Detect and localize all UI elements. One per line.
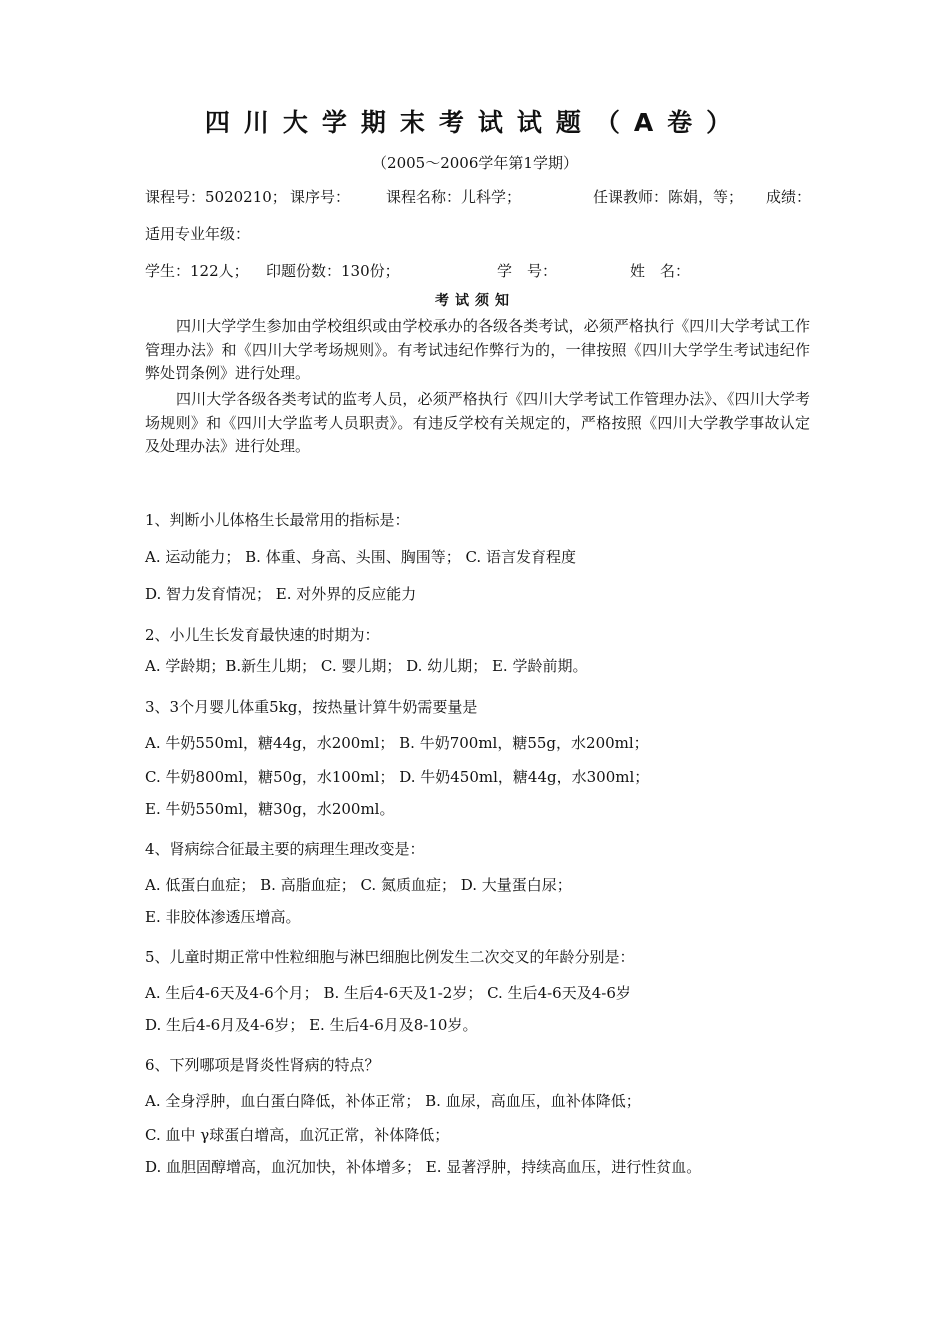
course-name: 课程名称：儿科学； (386, 188, 522, 206)
question-5-options: A. 生后4-6天及4-6个月； B. 生后4-6天及1-2岁； C. 生后4-6天及4-6岁 (145, 984, 631, 1002)
teacher: 任课教师：陈娟，等； (593, 188, 744, 206)
question-4-options: A. 低蛋白血症； B. 高脂血症； C. 氮质血症； D. 大量蛋白尿； (145, 876, 572, 894)
exam-title: 四川大学期末考试试题（A卷） (204, 108, 746, 137)
question-2-options: A. 学龄期；B.新生儿期； C. 婴儿期； D. 幼儿期； E. 学龄前期。 (145, 657, 588, 675)
question-2-stem: 2、小儿生长发育最快速的时期为： (145, 626, 380, 644)
question-6-options: A. 全身浮肿，血白蛋白降低，补体正常； B. 血尿，高血压，血补体降低； (145, 1092, 641, 1110)
notice-paragraph-2: 四川大学各级各类考试的监考人员，必须严格执行《四川大学考试工作管理办法》、《四川大学考场规则》和《四川大学监考人员职责》。有违反学校有关规定的，严格按照《四川大学教学事故认定及处理办法》进行处理。 (145, 390, 810, 455)
question-6-options: C. 血中 γ球蛋白增高，血沉正常，补体降低； (145, 1126, 450, 1144)
copies: 印题份数：130份； (266, 262, 400, 280)
question-4-options: E. 非胶体渗透压增高。 (145, 908, 301, 926)
question-3-options: E. 牛奶550ml，糖30g，水200ml。 (145, 800, 395, 818)
question-3-options: C. 牛奶800ml，糖50g，水100ml； D. 牛奶450ml，糖44g，水300ml； (145, 768, 650, 786)
question-3-stem: 3、3个月婴儿体重5kg，按热量计算牛奶需要量是 (145, 698, 478, 716)
question-1-stem: 1、判断小儿体格生长最常用的指标是： (145, 511, 410, 529)
question-5-stem: 5、儿童时期正常中性粒细胞与淋巴细胞比例发生二次交叉的年龄分别是： (145, 948, 635, 966)
score: 成绩： (766, 188, 812, 206)
question-6-stem: 6、下列哪项是肾炎性肾病的特点？ (145, 1056, 380, 1074)
students: 学生：122人； (145, 262, 249, 280)
semester: （2005～2006学年第1学期） (372, 154, 578, 172)
question-1-options: D. 智力发育情况； E. 对外界的反应能力 (145, 585, 417, 603)
seq-no: 课序号： (290, 188, 351, 206)
question-1-options: A. 运动能力； B. 体重、身高、头围、胸围等； C. 语言发育程度 (145, 548, 576, 566)
question-3-options: A. 牛奶550ml，糖44g，水200ml； B. 牛奶700ml，糖55g，水200ml； (145, 734, 649, 752)
question-4-stem: 4、肾病综合征最主要的病理生理改变是： (145, 840, 425, 858)
question-5-options: D. 生后4-6月及4-6岁； E. 生后4-6月及8-10岁。 (145, 1016, 478, 1034)
major: 适用专业年级： (145, 225, 251, 243)
notice-paragraph-1: 四川大学学生参加由学校组织或由学校承办的各级各类考试，必须严格执行《四川大学考试工作管理办法》和《四川大学考场规则》。有考试违纪作弊行为的，一律按照《四川大学学生考试违纪作弊处罚条例》进行处理。 (145, 317, 810, 382)
student-id: 学 号： (497, 262, 558, 280)
course-no: 课程号：5020210； (145, 188, 287, 206)
notice-heading: 考试须知 (435, 293, 515, 309)
question-6-options: D. 血胆固醇增高，血沉加快，补体增多； E. 显著浮肿，持续高血压，进行性贫血。 (145, 1158, 702, 1176)
student-name: 姓 名： (630, 262, 691, 280)
